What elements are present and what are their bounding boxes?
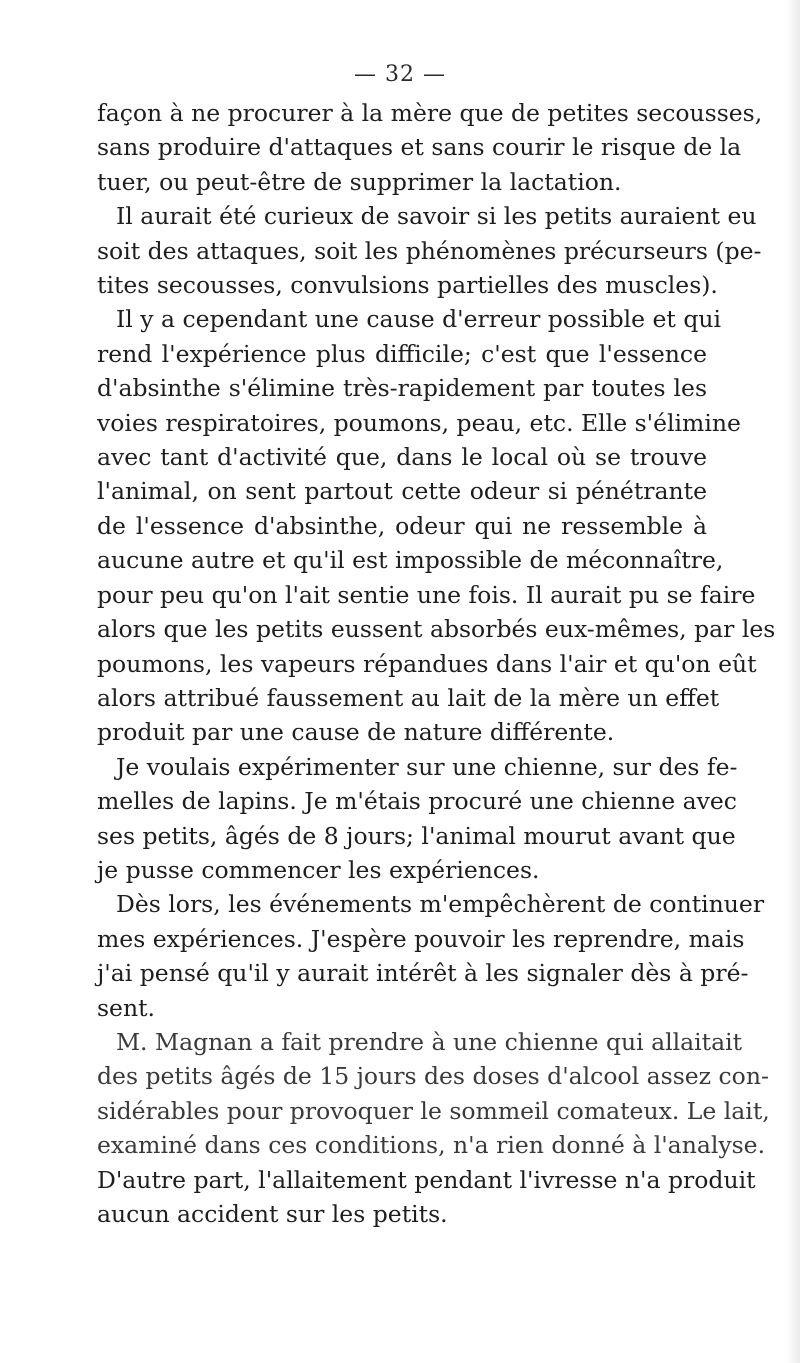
text-line: l'animal, on sent partout cette odeur si pénétrante xyxy=(97,477,707,506)
text-line: rend l'expérience plus difficile; c'est que l'essence xyxy=(97,339,707,368)
paragraph-start-line: Je voulais expérimenter sur une chienne, sur des fe- xyxy=(116,752,738,781)
text-line: alors que les petits eussent absorbés eux-mêmes, par les xyxy=(97,615,776,644)
text-line: ses petits, âgés de 8 jours; l'animal mourut avant que xyxy=(97,821,736,850)
text-line: D'autre part, l'allaitement pendant l'ivresse n'a produit xyxy=(97,1165,756,1194)
text-line: voies respiratoires, poumons, peau, etc. Elle s'élimine xyxy=(97,408,741,437)
page-number: — 32 — xyxy=(354,62,446,87)
text-line: de l'essence d'absinthe, odeur qui ne ressemble à xyxy=(97,511,707,540)
text-line: pour peu qu'on l'ait sentie une fois. Il aurait pu se faire xyxy=(97,580,756,609)
text-line: produit par une cause de nature différente. xyxy=(97,718,615,747)
text-line: des petits âgés de 15 jours des doses d'alcool assez con- xyxy=(97,1062,769,1091)
text-line: aucune autre et qu'il est impossible de méconnaître, xyxy=(97,546,724,575)
paragraph-start-line: Dès lors, les événements m'empêchèrent de continuer xyxy=(116,890,765,919)
text-line: poumons, les vapeurs répandues dans l'air et qu'on eût xyxy=(97,649,757,678)
text-line: alors attribué faussement au lait de la mère un effet xyxy=(97,683,720,712)
text-line: d'absinthe s'élimine très-rapidement par toutes les xyxy=(97,374,707,403)
text-line: melles de lapins. Je m'étais procuré une chienne avec xyxy=(97,787,737,816)
text-line: sidérables pour provoquer le sommeil comateux. Le lait, xyxy=(97,1096,770,1125)
page-edge-shadow xyxy=(786,0,800,1363)
text-line: aucun accident sur les petits. xyxy=(97,1200,448,1228)
text-line: sent. xyxy=(97,993,156,1022)
text-line: façon à ne procurer à la mère que de petites secousses, xyxy=(97,99,763,127)
paragraph-start-line: M. Magnan a fait prendre à une chienne qui allaitait xyxy=(116,1027,743,1056)
paragraph-start-line: Il aurait été curieux de savoir si les petits auraient eu xyxy=(116,202,757,231)
text-line: examiné dans ces conditions, n'a rien donné à l'analyse. xyxy=(97,1131,766,1160)
text-line: soit des attaques, soit les phénomènes précurseurs (pe- xyxy=(97,236,762,265)
text-line: sans produire d'attaques et sans courir le risque de la xyxy=(97,133,742,162)
body-text xyxy=(97,96,776,1231)
text-line: avec tant d'activité que, dans le local où se trouve xyxy=(97,443,707,472)
text-line: je pusse commencer les expériences. xyxy=(97,855,540,884)
paragraph-start-line: Il y a cependant une cause d'erreur possible et qui xyxy=(116,305,722,334)
text-line: tites secousses, convulsions partielles des muscles). xyxy=(97,271,718,300)
text-line: tuer, ou peut-être de supprimer la lactation. xyxy=(97,167,622,196)
text-line: mes expériences. J'espère pouvoir les reprendre, mais xyxy=(97,924,745,953)
text-line: j'ai pensé qu'il y aurait intérêt à les signaler dès à pré- xyxy=(97,959,749,988)
